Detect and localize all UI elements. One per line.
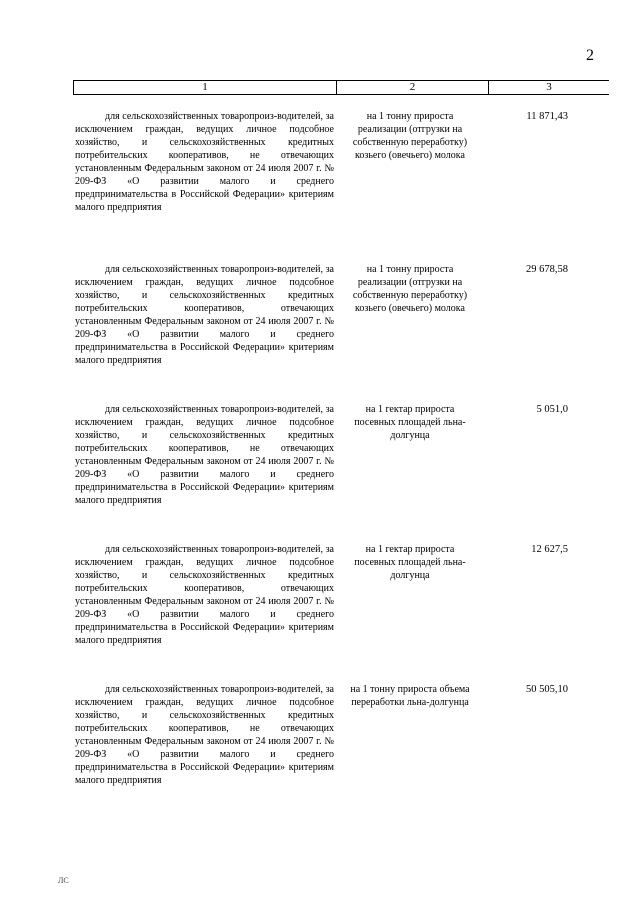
subsidy-rate: 11 871,43	[526, 111, 568, 122]
calculation-unit: на 1 тонну прироста объема переработки льна-долгунца	[350, 684, 470, 708]
recipient-description: для сельскохозяйственных товаропроиз-водителей, за исключением граждан, ведущих личное подсобное хозяйство, и сельскохозяйственных кредитных потребительских кооперативов, не отвечающих установленным Федеральным законом от 24 июля 2007 г. № 209-ФЗ «О развитии малого и среднего предпринимательства в Российской Федерации» критериям малого предприятия	[75, 404, 334, 506]
subsidy-rate: 50 505,10	[526, 684, 568, 695]
subsidy-rate: 12 627,5	[531, 544, 568, 555]
header-col-3: 3	[546, 81, 552, 93]
footer-mark: ЛС	[58, 876, 69, 885]
calculation-unit: на 1 тонну прироста реализации (отгрузки на собственную переработку) козьего (овечьего) молока	[352, 111, 468, 161]
page-number: 2	[586, 47, 594, 64]
recipient-description: для сельскохозяйственных товаропроиз-водителей, за исключением граждан, ведущих личное подсобное хозяйство, и сельскохозяйственных кредитных потребительских кооперативов, отвечающих установленным Федеральным законом от 24 июля 2007 г. № 209-ФЗ «О развитии малого и среднего предпринимательства в Российской Федерации» критериям малого предприятия	[75, 544, 334, 646]
calculation-unit: на 1 гектар прироста посевных площадей льна-долгунца	[354, 544, 466, 581]
recipient-description: для сельскохозяйственных товаропроиз-водителей, за исключением граждан, ведущих личное подсобное хозяйство, и сельскохозяйственных кредитных потребительских кооперативов, не отвечающих установленным Федеральным законом от 24 июля 2007 г. № 209-ФЗ «О развитии малого и среднего предпринимательства в Российской Федерации» критериям малого предприятия	[75, 684, 334, 786]
recipient-description: для сельскохозяйственных товаропроиз-водителей, за исключением граждан, ведущих личное подсобное хозяйство, и сельскохозяйственных кредитных потребительских кооперативов, не отвечающих установленным Федеральным законом от 24 июля 2007 г. № 209-ФЗ «О развитии малого и среднего предпринимательства в Российской Федерации» критериям малого предприятия	[75, 111, 334, 213]
calculation-unit: на 1 тонну прироста реализации (отгрузки на собственную переработку) козьего (овечьего) молока	[352, 264, 468, 314]
calculation-unit: на 1 гектар прироста посевных площадей льна-долгунца	[354, 404, 466, 441]
header-col-1: 1	[74, 81, 337, 94]
subsidy-rate: 5 051,0	[536, 404, 568, 415]
table-header	[73, 80, 609, 95]
subsidy-rate: 29 678,58	[526, 264, 568, 275]
header-col-2: 2	[337, 81, 489, 94]
recipient-description: для сельскохозяйственных товаропроиз-водителей, за исключением граждан, ведущих личное подсобное хозяйство, и сельскохозяйственных кредитных потребительских кооперативов, отвечающих установленным Федеральным законом от 24 июля 2007 г. № 209-ФЗ «О развитии малого и среднего предпринимательства в Российской Федерации» критериям малого предприятия	[75, 264, 334, 366]
